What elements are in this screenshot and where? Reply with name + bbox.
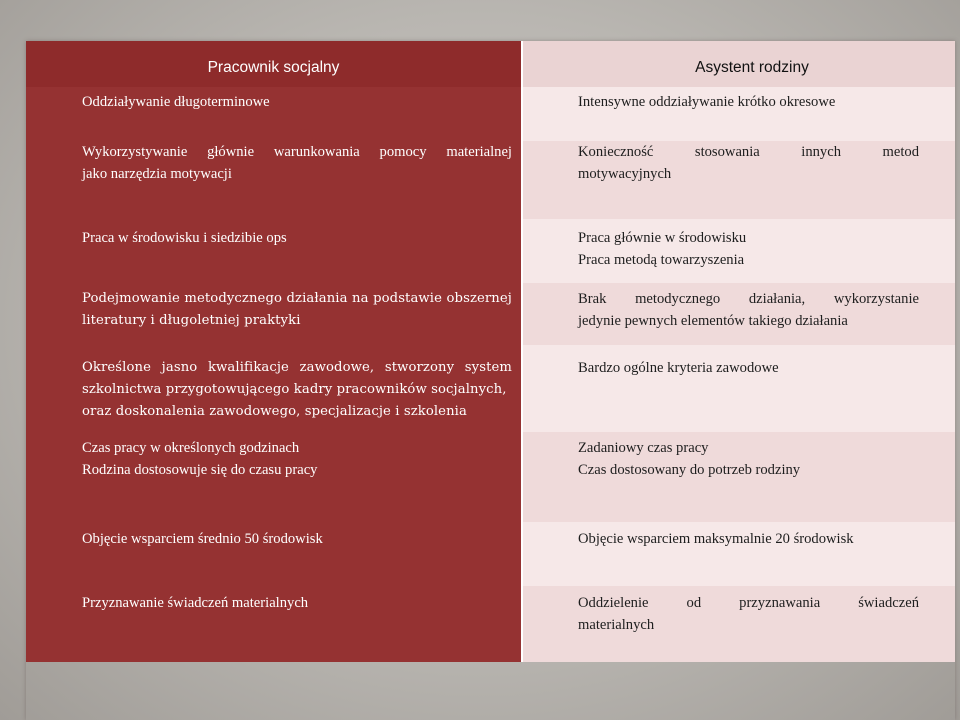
cell-text-line: Przyznawanie świadczeń materialnych [82, 595, 309, 611]
cell-text-line: Praca głównie w środowisku [578, 230, 747, 246]
cell-text-line: Oddzielenie od przyznawania świadczeń [578, 595, 919, 611]
cell-text-line: jako narzędzia motywacji [82, 166, 232, 182]
cell-text-line: Czas dostosowany do potrzeb rodziny [578, 462, 801, 478]
table-header-row [26, 41, 955, 87]
row-cell-social-worker [26, 522, 523, 586]
cell-text-line: Praca w środowisku i siedzibie ops [82, 230, 287, 246]
cell-text-line: Praca metodą towarzyszenia [578, 252, 745, 268]
table-row [26, 87, 955, 141]
cell-text-line: Podejmowanie metodycznego działania na podstawie obszernej [82, 291, 512, 306]
cell-text-line: oraz doskonalenia zawodowego, specjalizacje i szkolenia [82, 404, 467, 419]
row-cell-social-worker [26, 141, 523, 219]
row-cell-family-assistant [523, 522, 955, 586]
row-cell-social-worker [26, 586, 523, 662]
row-cell-family-assistant [523, 432, 955, 522]
table-row [26, 522, 955, 586]
row-cell-family-assistant [523, 87, 955, 141]
cell-text-line: Objęcie wsparciem maksymalnie 20 środowisk [578, 531, 854, 547]
row-cell-social-worker [26, 283, 523, 345]
cell-text-line: motywacyjnych [578, 166, 672, 182]
row-cell-social-worker [26, 87, 523, 141]
table-row [26, 141, 955, 219]
table-row [26, 586, 955, 662]
table-row [26, 432, 955, 522]
cell-text-line: jedynie pewnych elementów takiego działania [578, 313, 848, 329]
table-row [26, 345, 955, 432]
cell-text-line: Objęcie wsparciem średnio 50 środowisk [82, 531, 323, 547]
cell-text-line: szkolnictwa przygotowującego kadry pracowników socjalnych, [82, 382, 507, 397]
cell-text-line: Bardzo ogólne kryteria zawodowe [578, 360, 779, 376]
cell-text-line: Wykorzystywanie głównie warunkowania pomocy materialnej [82, 144, 512, 160]
cell-text-line: Określone jasno kwalifikacje zawodowe, stworzony system [82, 360, 512, 375]
row-cell-family-assistant [523, 345, 955, 432]
comparison-table-container [26, 41, 955, 720]
comparison-table [26, 41, 955, 662]
table-row [26, 219, 955, 283]
row-cell-social-worker [26, 432, 523, 522]
row-cell-family-assistant [523, 586, 955, 662]
cell-text-line: literatury i długoletniej praktyki [82, 313, 301, 328]
row-cell-family-assistant [523, 141, 955, 219]
header-family-assistant: Asystent rodziny [523, 41, 955, 87]
header-social-worker: Pracownik socjalny [26, 41, 523, 87]
cell-text-line: Konieczność stosowania innych metod [578, 144, 919, 160]
cell-text-line: Brak metodycznego działania, wykorzystanie [578, 291, 919, 307]
cell-text-line: Rodzina dostosowuje się do czasu pracy [82, 462, 318, 478]
cell-text-line: materialnych [578, 617, 655, 633]
table-row [26, 283, 955, 345]
row-cell-family-assistant [523, 219, 955, 283]
cell-text-line: Intensywne oddziaływanie krótko okresowe [578, 94, 836, 110]
row-cell-family-assistant [523, 283, 955, 345]
row-cell-social-worker [26, 219, 523, 283]
cell-text-line: Oddziaływanie długoterminowe [82, 94, 270, 110]
cell-text-line: Zadaniowy czas pracy [578, 440, 709, 456]
row-cell-social-worker [26, 345, 523, 432]
cell-text-line: Czas pracy w określonych godzinach [82, 440, 300, 456]
